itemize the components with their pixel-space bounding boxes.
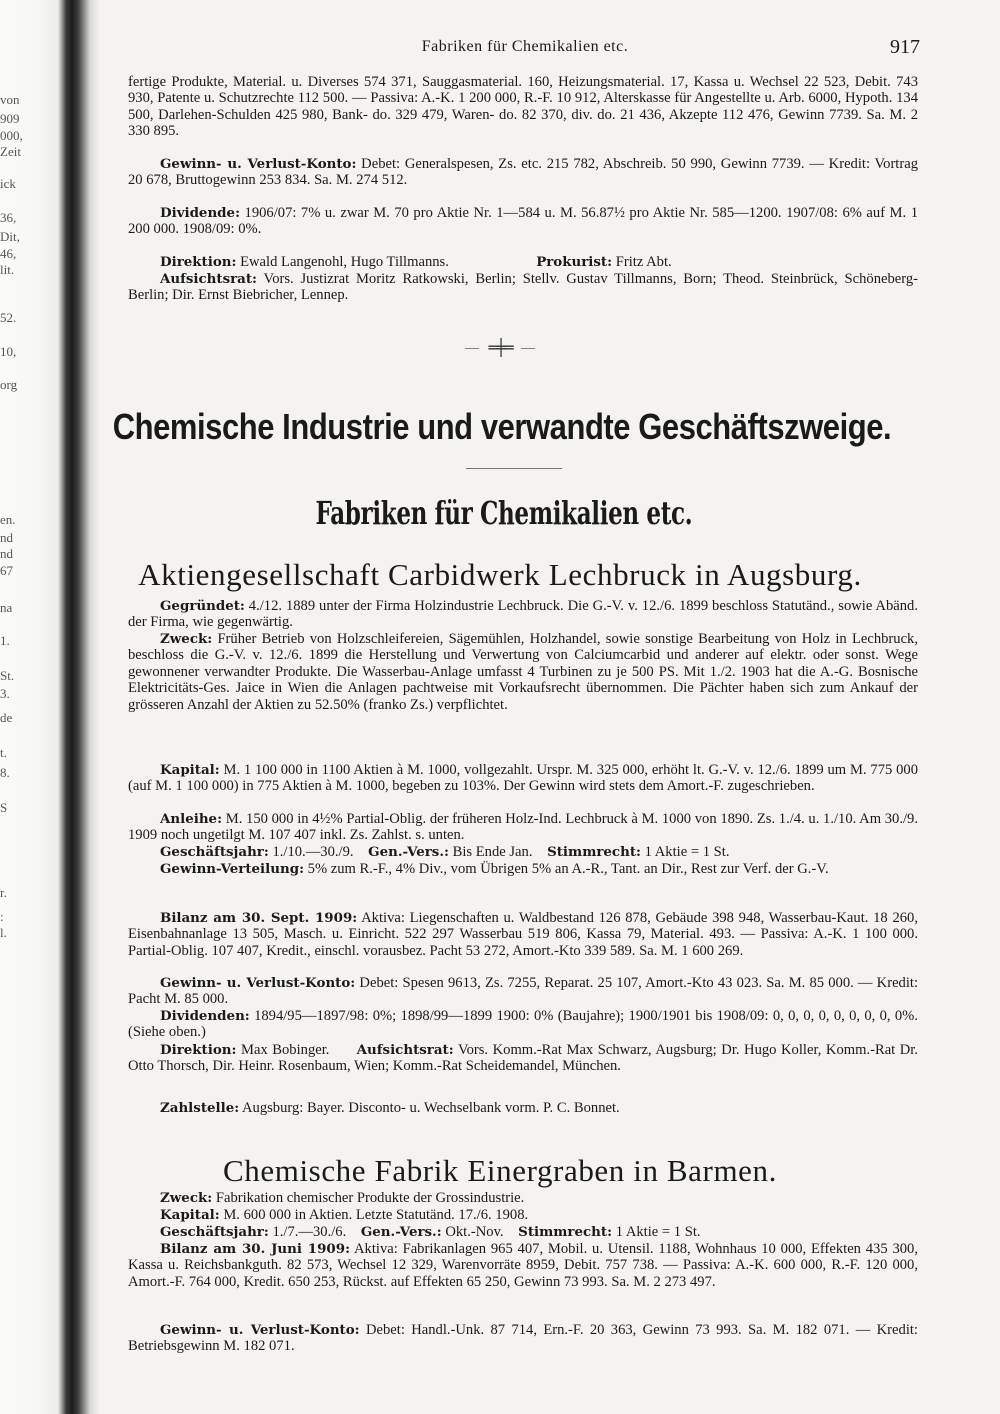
entry-label: Prokurist: <box>536 254 613 270</box>
entry-label: Direktion: <box>160 1042 237 1058</box>
page-header <box>130 38 920 62</box>
margin-fragment: St. <box>0 668 15 683</box>
entry-text: 5% zum R.-F., 4% Div., vom Übrigen 5% an A.-R., Tant. an Dir., Rest zur Verf. der G.-V. <box>307 861 829 877</box>
margin-fragment: r. <box>0 885 7 900</box>
entry-label: Direktion: <box>160 254 237 270</box>
entry-text: Fabrikation chemischer Produkte der Grossindustrie. <box>215 1190 525 1206</box>
entry-label: Gegründet: <box>160 598 245 614</box>
margin-fragment: S <box>0 800 8 815</box>
margin-fragment: en. <box>0 512 16 527</box>
entry-label: Gewinn- u. Verlust-Konto: <box>160 975 356 991</box>
entry-label: Gen.-Vers.: <box>360 1224 442 1240</box>
entry-text: Früher Betrieb von Holzschleifereien, Sägemühlen, Holzhandel, sowie sonstige Bearbeitung von Holz in Lechbruck, beschloss die G.-V. v. 12./6. 1899 die Herstellung und Verwertung von Calciumcarbid und anderer auf elektr. oder sonst. Wege gewonnener verwandter Produkte. Die Wasserbau-Anlage umfasst 4 Turbinen zu je 500 PS. Mit 1./2. 1903 hat die A.-G. Bosnische Elektricitäts-Ges. Jaice in Wien die Anlagen pachtweise mit Vorkaufsrecht übernommen. Die Pächter haben sich zum Ankauf der grösseren Anzahl der Aktien zu 52.50% (franko Zs.) verpflichtet. <box>128 631 918 713</box>
entry-label: Gewinn- u. Verlust-Konto: <box>160 1322 360 1338</box>
entry-label: Aufsichtsrat: <box>356 1042 454 1058</box>
ornament-glyph: ═╪═ <box>488 338 512 357</box>
company-entry <box>128 861 918 877</box>
company-entry <box>128 1241 918 1290</box>
margin-fragment: org <box>0 377 18 392</box>
entry-label: Stimmrecht: <box>547 844 641 860</box>
prev-entry-direktion <box>128 254 918 270</box>
entry-text: 1906/07: 7% u. zwar M. 70 pro Aktie Nr. 1—584 u. M. 56.87½ pro Aktie Nr. 585—1200. 1907/08: 6% auf M. 1 200 000. 1908/09: 0%. <box>128 205 918 238</box>
margin-fragment: de <box>0 710 13 725</box>
margin-fragment: lit. <box>0 262 15 277</box>
margin-fragment: 52. <box>0 310 17 325</box>
entry-text: Vors. Komm.-Rat Max Schwarz, Augsburg; Dr. Hugo Koller, Komm.-Rat Dr. Otto Thorsch, Dir. Heinr. Rosenbaum, Wien; Komm.-Rat Scheidemandel, München. <box>128 1042 919 1075</box>
entry-label: Aufsichtsrat: <box>160 271 257 287</box>
company-entry <box>128 1224 918 1240</box>
entry-label: Zahlstelle: <box>160 1100 240 1116</box>
subsection-title: Fabriken für Chemikalien etc. <box>315 494 693 532</box>
entry-label: Geschäftsjahr: <box>160 1224 269 1240</box>
margin-fragment: 000, <box>0 128 23 143</box>
entry-text: Vors. Justizrat Moritz Ratkowski, Berlin; Stellv. Gustav Tillmanns, Born; Theod. Steinbrück, Schöneberg-Berlin; Dir. Ernst Biebricher, Lennep. <box>128 271 918 304</box>
divider-rule <box>466 468 562 469</box>
entry-text: 1 Aktie = 1 St. <box>644 844 730 860</box>
prev-entry-gv-konto <box>128 156 918 189</box>
company-entry <box>128 1207 918 1223</box>
prev-entry-aufsichtsrat <box>128 271 918 304</box>
margin-fragment: nd <box>0 530 13 545</box>
margin-fragment: Dit, <box>0 229 20 244</box>
entry-label: Dividenden: <box>160 1008 250 1024</box>
entry-text: Debet: Handl.-Unk. 87 714, Ern.-F. 20 363, Gewinn 73 993. Sa. M. 182 071. — Kredit: Betriebsgewinn M. 182 071. <box>128 1322 918 1355</box>
margin-fragment: : <box>0 909 4 924</box>
entry-text: Debet: Spesen 9613, Zs. 7255, Reparat. 25 107, Amort.-Kto 43 023. Sa. M. 85 000. — Kredit: Pacht M. 85 000. <box>128 975 919 1008</box>
entry-label: Kapital: <box>160 1207 220 1223</box>
entry-label: Dividende: <box>160 205 241 221</box>
entry-text: 1./10.—30./9. <box>272 844 354 860</box>
margin-fragment: 36, <box>0 210 17 225</box>
entry-text: 1894/95—1897/98: 0%; 1898/99—1899 1900: 0% (Baujahre); 1900/1901 bis 1908/09: 0, 0, 0, 0, 0, 0, 0, 0, 0%. (Siehe oben.) <box>128 1008 918 1041</box>
entry-text: 1./7.—30./6. <box>272 1224 347 1240</box>
running-title: Fabriken für Chemikalien etc. <box>421 38 629 55</box>
margin-fragment: 3. <box>0 686 10 701</box>
company-entry <box>128 1042 918 1075</box>
entry-label: Geschäftsjahr: <box>160 844 269 860</box>
entry-text: Aktiva: Liegenschaften u. Waldbestand 126 878, Gebäude 398 948, Wasserbau-Kaut. 18 260, Eisenbahnanlage 13 505, Masch. u. Einricht. 522 297 Wasserbau 519 806, Kassa 79, Material. 493. — Passiva: A.-K. 1 100 000. Partial-Oblig. 107 407, Kredit., einschl. vorausbez. Pacht 53 272, Amort.-Kto 339 589. Sa. M. 1 600 269. <box>128 910 918 959</box>
company-entry <box>128 762 918 795</box>
entry-label: Bilanz am 30. Sept. 1909: <box>160 910 358 926</box>
ornament-divider <box>0 338 1000 357</box>
entry-label: Gewinn-Verteilung: <box>160 861 305 877</box>
margin-fragment: nd <box>0 546 13 561</box>
company-entry <box>128 1322 918 1355</box>
section-title: Chemische Industrie und verwandte Geschäftszweige. <box>112 406 892 447</box>
entry-text: M. 150 000 in 4½% Partial-Oblig. der früheren Holz-Ind. Lechbruck à M. 1000 von 1890. Zs. 1./4. u. 1./10. Am 30./9. 1909 noch ungetilgt M. 107 407 inkl. Zs. Zahlst. s. unten. <box>128 811 918 844</box>
entry-text: Max Bobinger. <box>240 1042 330 1058</box>
margin-fragment: ick <box>0 176 16 191</box>
entry-label: Gen.-Vers.: <box>368 844 449 860</box>
margin-fragment: 67 <box>0 563 13 578</box>
entry-label: Zweck: <box>160 631 213 647</box>
entry-text: Aktiva: Fabrikanlagen 965 407, Mobil. u. Utensil. 1188, Wohnhaus 10 000, Effekten 435 300, Kassa u. Reichsbankguth. 82 573, Wechsel 12 329, Warenvorräte 8959, Debit. 757 738. — Passiva: A.-K. 600 000, R.-F. 120 000, Amort.-F. 764 000, Kredit. 650 253, Rückst. auf Effekten 65 250, Gewinn 73 993. Sa. M. 2 273 497. <box>128 1241 918 1290</box>
company-entry <box>128 844 918 860</box>
entry-text: Ewald Langenohl, Hugo Tillmanns. <box>240 254 449 270</box>
entry-text: Bis Ende Jan. <box>452 844 533 860</box>
entry-text: 1 Aktie = 1 St. <box>615 1224 701 1240</box>
margin-fragment: Zeit <box>0 144 21 159</box>
margin-fragment: l. <box>0 925 7 940</box>
company-entry <box>128 811 918 844</box>
prev-entry-dividende <box>128 205 918 238</box>
margin-fragment: von <box>0 92 20 107</box>
company-title: Aktiengesellschaft Carbidwerk Lechbruck in Augsburg. <box>138 557 862 592</box>
company-entry <box>128 1100 918 1116</box>
company-entry <box>128 598 918 631</box>
company-entry <box>128 1190 918 1206</box>
entry-text: Debet: Generalspesen, Zs. etc. 215 782, Abschreib. 50 990, Gewinn 7739. — Kredit: Vortrag 20 678, Bruttogewinn 253 834. Sa. M. 274 512. <box>128 156 918 189</box>
page-number: 917 <box>890 36 920 58</box>
company-entry <box>128 975 918 1008</box>
prev-entry-balance <box>128 74 918 140</box>
entry-label: Stimmrecht: <box>518 1224 613 1240</box>
margin-fragment: 10, <box>0 344 17 359</box>
margin-fragment: na <box>0 600 13 615</box>
margin-fragment: 46, <box>0 246 17 261</box>
entry-text: 4./12. 1889 unter der Firma Holzindustrie Lechbruck. Die G.-V. v. 12./6. 1899 beschloss Statutänd., sowie Abänd. der Firma, wie gegenwärtig. <box>128 598 918 631</box>
entry-label: Gewinn- u. Verlust-Konto: <box>160 156 357 172</box>
company-entry <box>128 910 918 959</box>
margin-fragment: 1. <box>0 633 10 648</box>
entry-label: Kapital: <box>160 762 220 778</box>
margin-fragment: 8. <box>0 765 10 780</box>
entry-label: Zweck: <box>160 1190 213 1206</box>
entry-label: Anleihe: <box>160 811 223 827</box>
margin-fragment: 909 <box>0 111 20 126</box>
entry-label: Bilanz am 30. Juni 1909: <box>160 1241 351 1257</box>
entry-text: Okt.-Nov. <box>445 1224 504 1240</box>
entry-text: M. 600 000 in Aktien. Letzte Statutänd. 17./6. 1908. <box>223 1207 529 1223</box>
company-entry <box>128 1008 918 1041</box>
margin-fragment: t. <box>0 745 7 760</box>
entry-text: Fritz Abt. <box>615 254 672 270</box>
company-title: Chemische Fabrik Einergraben in Barmen. <box>223 1153 777 1188</box>
entry-text: M. 1 100 000 in 1100 Aktien à M. 1000, vollgezahlt. Urspr. M. 325 000, erhöht lt. G.-V. v. 12./6. 1899 um M. 775 000 (auf M. 1 100 000) in 775 Aktien à M. 1000, begeben zu 103%. Der Gewinn wird stets dem Amort.-F. zugeschrieben. <box>128 762 918 795</box>
company-entry <box>128 631 918 713</box>
entry-text: fertige Produkte, Material. u. Diverses 574 371, Sauggasmaterial. 160, Heizungsmaterial. 17, Kassa u. Wechsel 22 523, Debit. 743 930, Patente u. Schutzrechte 112 500. — Passiva: A.-K. 1 200 000, R.-F. 10 912, Alterskasse für Angestellte u. Arb. 6000, Hypoth. 134 500, Darlehen-Schulden 425 980, Bank- do. 329 479, Waren- do. 82 370, div. do. 21 436, Akzepte 112 476, Gewinn 7739. Sa. M. 2 330 895. <box>128 74 918 140</box>
entry-text: Augsburg: Bayer. Disconto- u. Wechselbank vorm. P. C. Bonnet. <box>242 1100 620 1116</box>
